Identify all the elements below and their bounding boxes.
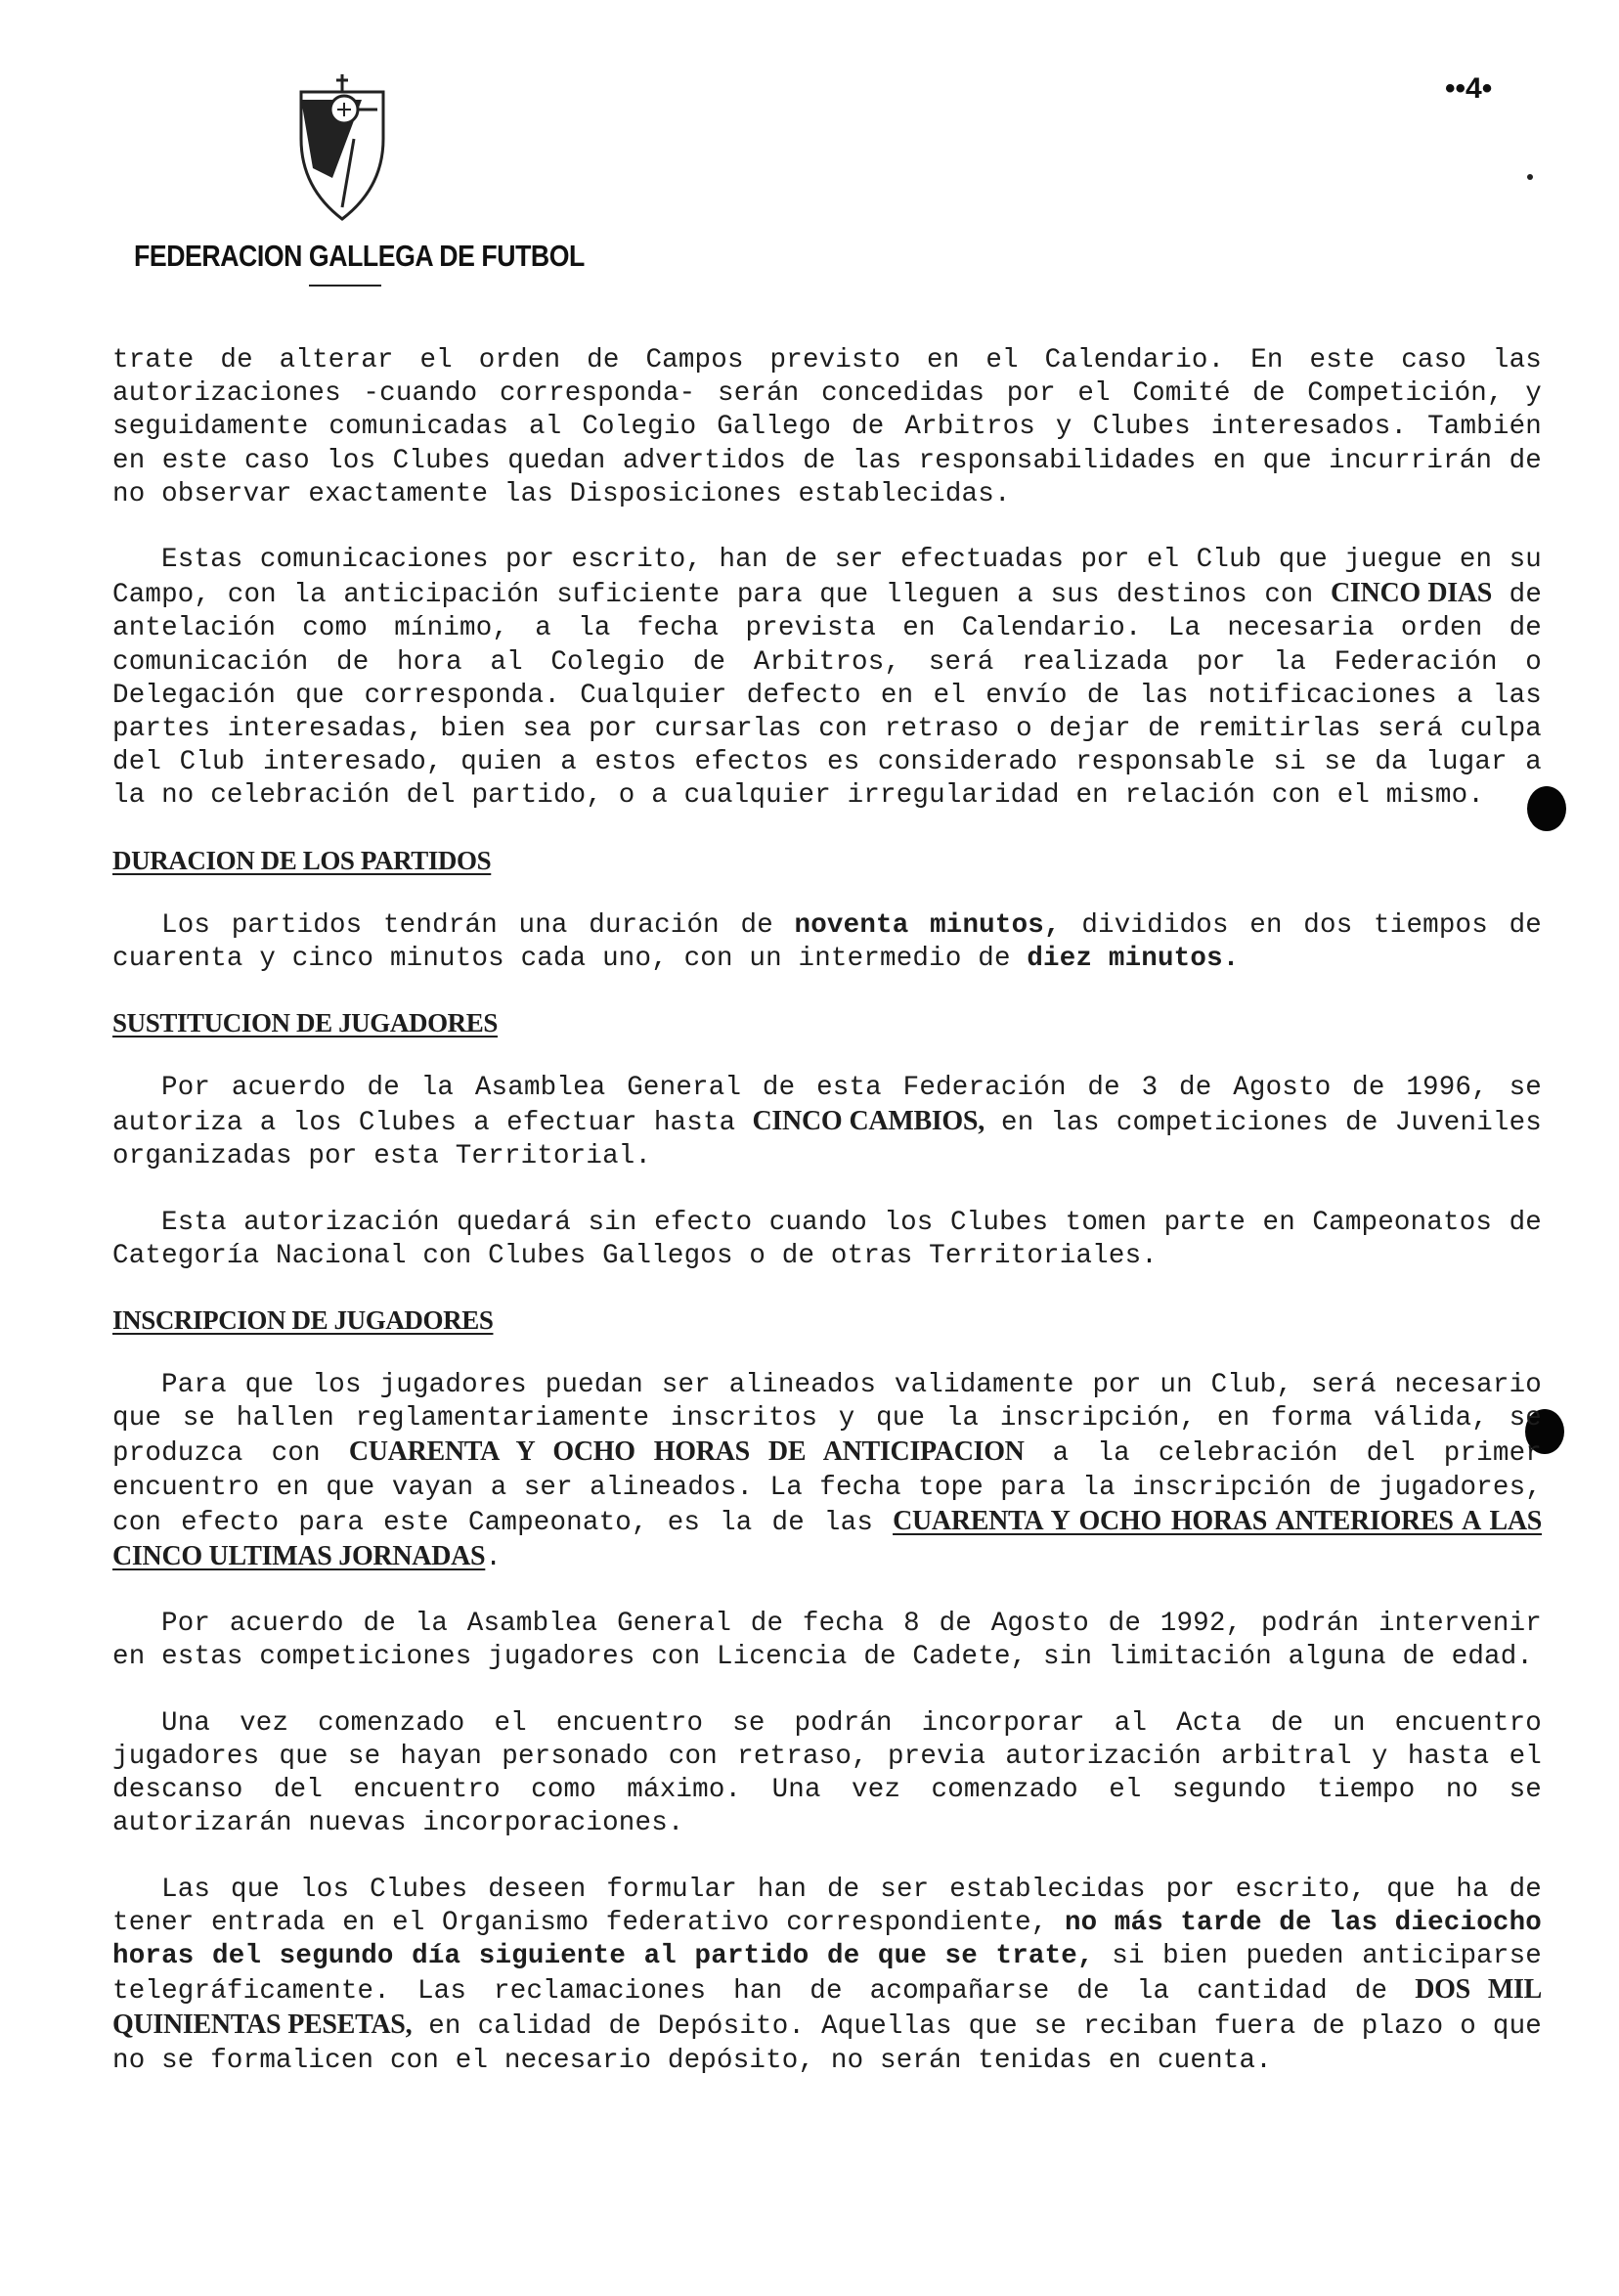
- emphasis: diez minutos.: [1027, 943, 1240, 974]
- paragraph: trate de alterar el orden de Campos previsto en el Calendario. En este caso las autorizaciones -cuando corresponda- serán concedidas por el Comité de Competición, y seguidamente comunicadas al Colegio Gallego de Arbitros y Clubes interesados. También en este caso los Clubes quedan advertidos de las responsabilidades en que incurrirán de no observar exactamente las Disposiciones establecidas.: [112, 345, 1542, 509]
- header-rule: [309, 285, 381, 287]
- section-heading-duracion: DURACION DE LOS PARTIDOS: [112, 845, 492, 875]
- paragraph: Estas comunicaciones por escrito, han de ser efectuadas por el Club que juegue en su Campo, con la anticipación suficiente para que lleguen a sus destinos con CINCO DIAS de antelación como mínimo, a la fecha prevista en Calendario. La necesaria orden de comunicación de hora al Colegio de Arbitros, será realizada por la Federación o Delegación que corresponda. Cualquier defecto en el envío de las notificaciones a las partes interesadas, bien sea por cursarlas con retraso o dejar de remitirlas será culpa del Club interesado, quien a estos efectos es considerado responsable si se da lugar a la no celebración del partido, o a cualquier irregularidad en relación con el mismo.: [112, 545, 1543, 812]
- organization-name: FEDERACION GALLEGA DE FUTBOL: [134, 239, 585, 273]
- emphasis: DOS MIL QUINIENTAS PESETAS,: [112, 1974, 1542, 2041]
- emphasis: noventa minutos,: [794, 909, 1061, 941]
- emphasis: CINCO CAMBIOS,: [752, 1106, 985, 1137]
- emphasis-underlined: CUARENTA Y OCHO HORAS ANTERIORES A LAS CINCO ULTIMAS JORNADAS: [112, 1505, 1543, 1572]
- paragraph: Esta autorización quedará sin efecto cuando los Clubes tomen parte en Campeonatos de Categoría Nacional con Clubes Gallegos o de otras Territoriales.: [112, 1207, 1542, 1271]
- paragraph: Las que los Clubes deseen formular han de ser establecidas por escrito, que ha de tener entrada en el Organismo federativo correspondiente, no más tarde de las dieciocho horas del segundo día siguiente al partido de que se trate, si bien pueden anticiparse telegráficamente. Las reclamaciones han de acompañarse de la cantidad de DOS MIL QUINIENTAS PESETAS, en calidad de Depósito. Aquellas que se reciban fuera de plazo o que no se formalicen con el necesario depósito, no serán tenidas en cuenta.: [112, 1874, 1543, 2076]
- federation-shield-icon: [293, 70, 391, 227]
- paragraph: Por acuerdo de la Asamblea General de esta Federación de 3 de Agosto de 1996, se autoriza a los Clubes a efectuar hasta CINCO CAMBIOS, en las competiciones de Juveniles organizadas por esta Territorial.: [112, 1073, 1543, 1172]
- section-heading-sustitucion: SUSTITUCION DE JUGADORES: [112, 1008, 498, 1038]
- paragraph: Por acuerdo de la Asamblea General de fecha 8 de Agosto de 1992, podrán intervenir en estas competiciones jugadores con Licencia de Cadete, sin limitación alguna de edad.: [112, 1609, 1542, 1673]
- section-heading-inscripcion: INSCRIPCION DE JUGADORES: [112, 1305, 494, 1336]
- document-body: [112, 344, 1542, 2078]
- paragraph: Una vez comenzado el encuentro se podrán incorporar al Acta de un encuentro jugadores que se hayan personado con retraso, previa autorización arbitral y hasta el descanso del encuentro como máximo. Una vez comenzado el segundo tiempo no se autorizarán nuevas incorporaciones.: [112, 1707, 1542, 1839]
- paragraph: Para que los jugadores puedan ser alineados validamente por un Club, será necesario que se hallen reglamentariamente inscritos y que la inscripción, en forma válida, se produzca con CUARENTA Y OCHO HORAS DE ANTICIPACION a la celebración del primer encuentro en que vayan a ser alineados. La fecha tope para la inscripción de jugadores, con efecto para este Campeonato, es la de las CUARENTA Y OCHO HORAS ANTERIORES A LAS CINCO ULTIMAS JORNADAS.: [112, 1370, 1543, 1574]
- paragraph: Los partidos tendrán una duración de noventa minutos, divididos en dos tiempos de cuarenta y cinco minutos cada uno, con un intermedio de diez minutos.: [112, 909, 1542, 974]
- emphasis: CINCO DIAS: [1331, 578, 1493, 609]
- emphasis: CUARENTA Y OCHO HORAS DE ANTICIPACION: [348, 1436, 1025, 1468]
- emphasis: no más tarde de las dieciocho horas del segundo día siguiente al partido de que se trate,: [112, 1907, 1543, 1971]
- page-number: ••4•: [1445, 72, 1493, 105]
- scan-speck: [1527, 174, 1533, 180]
